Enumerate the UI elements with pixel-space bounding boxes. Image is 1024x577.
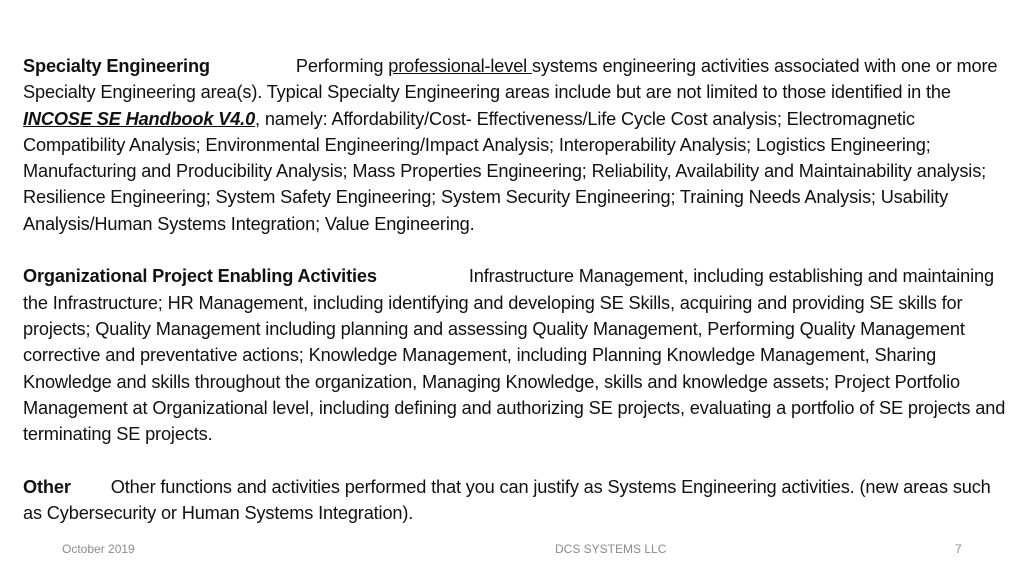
slide-body <box>23 53 1008 526</box>
other-description: Other functions and activities performed that you can justify as Systems Engineering activities. (new areas such as Cybersecurity or Human Systems Integration). <box>23 476 991 524</box>
footer-company: DCS SYSTEMS LLC <box>555 542 667 556</box>
professional-level-underlined: professional-level <box>388 56 532 76</box>
other-term: Other <box>23 476 71 497</box>
specialty-engineering-term: Specialty Engineering <box>23 56 210 76</box>
specialty-description: systems engineering activities associated with one or more Specialty Engineering area(s). Typical Specialty Engineering areas include but are not limited to those identified in the <box>23 56 998 103</box>
other-section <box>23 474 1008 527</box>
organizational-activities-description: Infrastructure Management, including establishing and maintaining the Infrastructure; HR Management, including identifying and developing SE Skills, acquiring and providing SE skills for projects; Quality Management including planning and assessing Quality Management, Performing Quality Management corrective and preventative actions; Knowledge Management, including Planning Knowledge Management, Sharing Knowledge and skills throughout the organization, Managing Knowledge, skills and knowledge assets; Project Portfolio Management at Organizational level, including defining and authorizing SE projects, evaluating a portfolio of SE projects and terminating SE projects. <box>23 266 1006 445</box>
organizational-activities-section <box>23 263 1008 447</box>
specialty-engineering-section <box>23 53 1008 237</box>
organizational-activities-term: Organizational Project Enabling Activities <box>23 266 377 287</box>
footer-date: October 2019 <box>62 542 135 556</box>
incose-handbook-reference: INCOSE SE Handbook V4.0 <box>23 108 256 129</box>
specialty-areas-list: , namely: Affordability/Cost- Effectiveness/Life Cycle Cost analysis; Electromagnetic Compatibility Analysis; Environmental Engineering/Impact Analysis; Interoperability Analysis; Logistics Engineering; Manufacturing and Producibility Analysis; Mass Properties Engineering; Reliability, Availability and Maintainability analysis; Resilience Engineering; System Safety Engineering; System Security Engineering; Training Needs Analysis; Usability Analysis/Human Systems Integration; Value Engineering. <box>23 108 987 234</box>
specialty-intro: Performing <box>295 56 389 76</box>
footer-page-number: 7 <box>955 542 962 556</box>
